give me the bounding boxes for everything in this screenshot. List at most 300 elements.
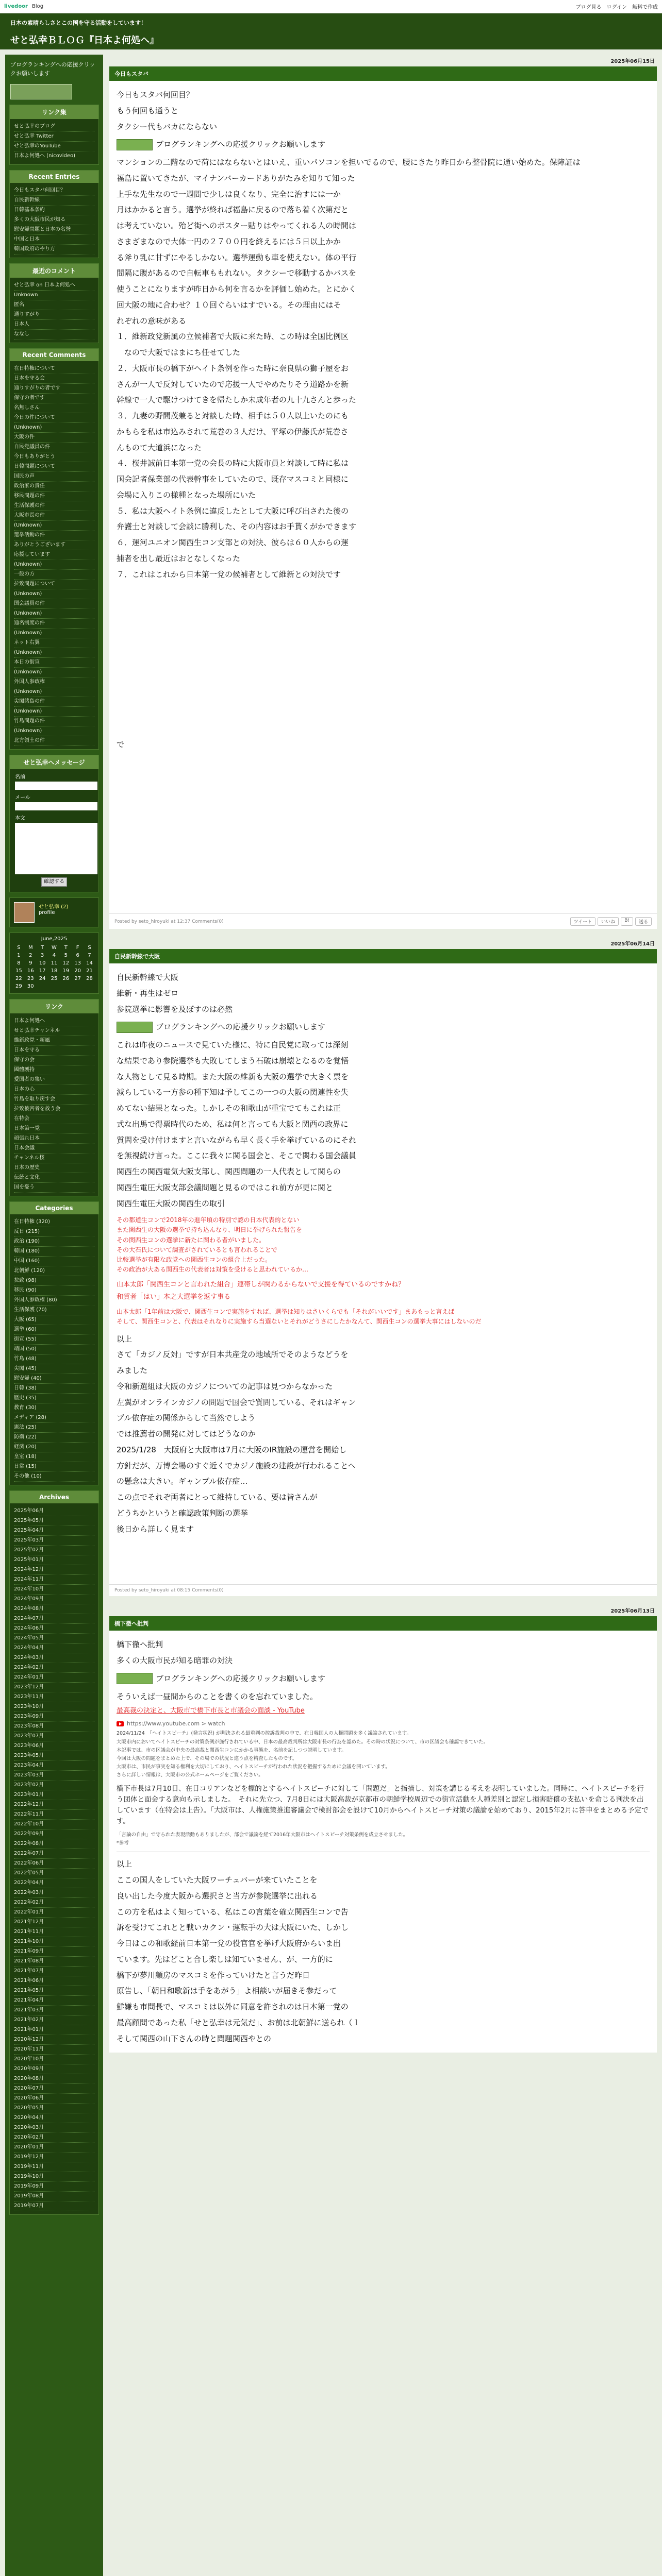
post-paragraph: ブル依存症の関係からして当然でしよう xyxy=(117,1413,256,1423)
category-item[interactable]: 日常 (15) xyxy=(14,1462,94,1472)
calendar-day[interactable]: 28 xyxy=(86,976,93,981)
sidebar-list-item[interactable]: 2020年10月 xyxy=(14,2055,94,2064)
numbered-item: かもらを私は市込みされて荒巻の３人だけ、平塚の伊藤氏が荒巻さ xyxy=(117,427,349,436)
sidebar-intro: ブログランキングへの応援クリックお願いします xyxy=(10,61,95,77)
sidebar-box-title: Archives xyxy=(10,1491,98,1503)
sidebar-list-item[interactable]: 2022年06月 xyxy=(14,1859,94,1869)
sidebar-list-item[interactable]: 2025年05月 xyxy=(14,1516,94,1526)
sidebar-list-item[interactable]: 2024年04月 xyxy=(14,1643,94,1653)
calendar-weekday: S xyxy=(88,945,91,951)
post-paragraph: 間隔に腹があるので自転車ももれない。タクシーで移動するかバスを xyxy=(117,268,357,278)
post-paragraph: さまざまなので大体一円の２７００円を終えるには５日以上かか xyxy=(117,236,341,246)
sidebar-list-item[interactable]: 2023年01月 xyxy=(14,1790,94,1800)
ranking-text[interactable]: ブログランキングへの応援クリックお願いします xyxy=(156,1673,325,1683)
link-item[interactable]: 伝統と文化 xyxy=(14,1173,94,1183)
calendar-day[interactable]: 3 xyxy=(40,953,44,958)
link-item[interactable]: 日本の心 xyxy=(14,1085,94,1095)
category-item[interactable]: メディア (28) xyxy=(14,1413,94,1423)
post-paragraph: 以上 xyxy=(117,1334,133,1344)
category-item[interactable]: 街宣 (55) xyxy=(14,1335,94,1345)
sidebar-list-item[interactable]: 匿名 xyxy=(14,300,94,310)
youtube-url[interactable]: https://www.youtube.com > watch xyxy=(127,1720,225,1727)
category-item[interactable]: 憲法 (25) xyxy=(14,1423,94,1433)
create-blog-link[interactable]: 無料で作成 xyxy=(632,5,658,10)
sidebar-list-item[interactable]: 2023年04月 xyxy=(14,1761,94,1771)
sidebar-list-item[interactable]: 2025年04月 xyxy=(14,1526,94,1536)
sidebar-list-item[interactable]: 在日特権について xyxy=(14,364,94,374)
numbered-item: 会場に入りこの様種となった場所にいた xyxy=(117,490,256,500)
ranking-text[interactable]: ブログランキングへの応援クリックお願いします xyxy=(156,140,325,149)
sidebar-list-item[interactable]: 多くの大阪市民が知る xyxy=(14,215,94,225)
link-item[interactable]: チャンネル桜 xyxy=(14,1154,94,1163)
calendar-day xyxy=(84,982,95,990)
sidebar-list-item[interactable]: 2023年10月 xyxy=(14,1702,94,1712)
confirm-button[interactable]: 確認する xyxy=(41,877,67,887)
sidebar-list-item[interactable]: 2024年08月 xyxy=(14,1604,94,1614)
calendar-day[interactable]: 9 xyxy=(29,960,32,966)
calendar-weekday: T xyxy=(64,945,68,951)
post-paragraph: 質問を受け付けますと言いながらも早く長く手を挙げているのにそれ xyxy=(117,1135,357,1145)
calendar-day[interactable]: 27 xyxy=(74,976,81,981)
sidebar-list-item[interactable]: 本日の街宣 xyxy=(14,658,94,668)
profile-link[interactable]: profile xyxy=(39,910,55,916)
sidebar-list-item[interactable]: 2021年01月 xyxy=(14,2025,94,2035)
browse-blogs-link[interactable]: ブログ見る xyxy=(575,5,602,10)
link-item[interactable]: 愛国者の集い xyxy=(14,1075,94,1085)
sidebar-list-item[interactable]: 日本よ何処へ (nicovideo) xyxy=(14,151,94,161)
sidebar-list-item[interactable]: 2021年02月 xyxy=(14,2015,94,2025)
sidebar-list-item[interactable]: せと弘幸のブログ xyxy=(14,122,94,132)
link-item[interactable]: 保守の会 xyxy=(14,1056,94,1065)
link-item[interactable]: 拉致被害者を救う会 xyxy=(14,1105,94,1114)
sidebar-list-item[interactable]: 政治家の責任 xyxy=(14,482,94,492)
blog-link[interactable]: Blog xyxy=(32,4,44,9)
numbered-item: ５．私は大阪ヘイト条例に違反したとして大阪に呼び出された後の xyxy=(117,506,349,516)
category-item[interactable]: 選挙 (60) xyxy=(14,1325,94,1335)
blog-post xyxy=(109,937,657,1596)
sidebar-list-item[interactable]: 2024年10月 xyxy=(14,1585,94,1595)
calendar-day[interactable]: 22 xyxy=(15,976,22,981)
post-paragraph: 使うことになりますが昨日から何を言るかを評価し始めた。とにかく xyxy=(117,284,357,294)
sidebar-list-item[interactable]: 2021年08月 xyxy=(14,1957,94,1967)
sidebar-list-item[interactable]: 2025年01月 xyxy=(14,1555,94,1565)
post-line: 維新・再生はゼロ xyxy=(117,988,179,998)
red-quote-line: また関西生の大阪の選挙で持ち込んなり、明日に挙げられた報告を xyxy=(117,1226,303,1234)
sidebar-list-item[interactable]: 日韓基本条約 xyxy=(14,206,94,215)
sidebar-list-item[interactable]: 2020年04月 xyxy=(14,2113,94,2123)
category-item[interactable]: 尖閣 (45) xyxy=(14,1364,94,1374)
calendar-day[interactable]: 17 xyxy=(39,968,46,974)
calendar-day[interactable]: 14 xyxy=(86,960,93,966)
sidebar-list-item[interactable]: 2021年11月 xyxy=(14,1927,94,1937)
sidebar-list-item[interactable]: (Unknown) xyxy=(14,629,94,638)
calendar-day[interactable]: 4 xyxy=(52,953,56,958)
sidebar-list-item[interactable]: 日韓問題について xyxy=(14,462,94,472)
sidebar-list-item[interactable]: 2019年12月 xyxy=(14,2153,94,2162)
sidebar-list-item[interactable]: 大阪市長の件 xyxy=(14,511,94,521)
sidebar-list-item[interactable]: 尖閣諸島の件 xyxy=(14,697,94,707)
sidebar-list-item[interactable]: 日本を守る会 xyxy=(14,374,94,384)
post-title[interactable]: 橋下徹ヘ批判 xyxy=(109,1616,657,1631)
sidebar-list-item[interactable]: 2023年02月 xyxy=(14,1781,94,1790)
sidebar-list-item[interactable]: 2022年02月 xyxy=(14,1898,94,1908)
share-button[interactable]: 送る xyxy=(635,917,652,926)
livedoor-logo[interactable]: livedoor xyxy=(4,4,28,9)
post-paragraph: そして関西の山下さんの時と問題関西やとの xyxy=(117,2033,272,2043)
post-paragraph: 福島に置いてきたが、マイナンバーカードありがたみを知りて知った xyxy=(117,173,355,183)
numbered-item: ６．運河ユニオン関西生コン支部との対決、彼らは６０人からの運 xyxy=(117,538,349,547)
calendar-day[interactable]: 20 xyxy=(74,968,81,974)
red-quote-line: その関西生コンの選挙に新たに関わる者がいました。 xyxy=(117,1236,266,1244)
sidebar-list-item[interactable]: 2021年09月 xyxy=(14,1947,94,1957)
sidebar-list-item[interactable]: 2020年01月 xyxy=(14,2143,94,2153)
sidebar-list-item[interactable]: 2023年11月 xyxy=(14,1692,94,1702)
sidebar-list-item[interactable]: 拉致問題について xyxy=(14,580,94,589)
sidebar-list-item[interactable]: 外国人参政権 xyxy=(14,677,94,687)
sidebar-list-item[interactable]: 2020年05月 xyxy=(14,2104,94,2113)
sidebar-list-item[interactable]: 2022年05月 xyxy=(14,1869,94,1878)
sidebar-list-item[interactable]: ななし xyxy=(14,330,94,340)
category-item[interactable]: 慰安婦 (40) xyxy=(14,1374,94,1384)
post-paragraph: 減らしている一方参の種下知は予してこの一つの大阪の関連性を失 xyxy=(117,1088,349,1097)
calendar-day[interactable]: 1 xyxy=(17,953,21,958)
calendar-day[interactable]: 8 xyxy=(17,960,21,966)
sidebar-list-item[interactable]: 日本人 xyxy=(14,320,94,330)
category-item[interactable]: 反日 (215) xyxy=(14,1227,94,1237)
blog-tagline: 日本の素晴らしさとこの国を守る活動をしています！ xyxy=(10,20,146,26)
sidebar-list-item[interactable]: 2021年06月 xyxy=(14,1976,94,1986)
sidebar-list-item[interactable]: 慰安婦問題と日本の名誉 xyxy=(14,225,94,235)
sidebar-list-item[interactable]: (Unknown) xyxy=(14,707,94,717)
name-input[interactable] xyxy=(15,782,97,790)
sidebar-list-item[interactable]: 2023年12月 xyxy=(14,1683,94,1692)
link-item[interactable]: せと弘幸チャンネル xyxy=(14,1026,94,1036)
sidebar-list-item[interactable]: 2021年12月 xyxy=(14,1918,94,1927)
sidebar-list-item[interactable]: 2019年11月 xyxy=(14,2162,94,2172)
blog-post xyxy=(109,1604,657,2053)
red-quote-line: その大石氏について調査がされているとも言われることで xyxy=(117,1246,277,1253)
sidebar-list-item[interactable]: 2019年07月 xyxy=(14,2201,94,2211)
share-button[interactable]: いいね xyxy=(598,917,619,926)
sidebar-list-item[interactable]: 2020年11月 xyxy=(14,2045,94,2055)
category-item[interactable]: 拉致 (98) xyxy=(14,1276,94,1286)
calendar-day[interactable]: 18 xyxy=(51,968,58,974)
sidebar-list-item[interactable]: 2022年10月 xyxy=(14,1820,94,1829)
category-item[interactable]: 竹島 (48) xyxy=(14,1354,94,1364)
sidebar-list-item[interactable]: 自民党議員の件 xyxy=(14,443,94,452)
link-item[interactable]: 竹島を取り戻す会 xyxy=(14,1095,94,1105)
calendar-day[interactable]: 21 xyxy=(86,968,93,974)
calendar-day[interactable]: 16 xyxy=(27,968,34,974)
calendar-day[interactable]: 2 xyxy=(29,953,32,958)
small-paragraph: 本記事では、市の区議会が中央の最高裁と関西生コンにかかる事態を、名前を記しつつ説明しています。 xyxy=(117,1747,346,1753)
sidebar-list-item[interactable]: 2025年06月 xyxy=(14,1506,94,1516)
sidebar-list-item[interactable]: 2022年01月 xyxy=(14,1908,94,1918)
category-item[interactable]: 生活保護 (70) xyxy=(14,1306,94,1315)
category-item[interactable]: 防衛 (22) xyxy=(14,1433,94,1443)
sidebar-list-item[interactable]: 今日もスタバ何回目？ xyxy=(14,186,94,196)
link-item[interactable]: 國體護持 xyxy=(14,1065,94,1075)
sidebar-list-item[interactable]: 自民新幹線 xyxy=(14,196,94,206)
numbered-item: ２．大阪市長の橋下がヘイト条例を作った時に奈良県の獅子屋をお xyxy=(117,363,349,373)
post-paragraph: ています。先はどこと合し楽しは知ていません、が、一方的に xyxy=(117,1954,333,1964)
sidebar-list-item[interactable]: 2021年03月 xyxy=(14,2006,94,2015)
sidebar-list-item[interactable]: 2023年06月 xyxy=(14,1741,94,1751)
sidebar-list-item[interactable]: 移民問題の件 xyxy=(14,492,94,501)
sidebar-latest-comments xyxy=(9,263,99,343)
post-paragraph: な結果であり参院選挙も大敗してしまう石破は崩壊となるのを覚悟 xyxy=(117,1056,349,1065)
ranking-banner[interactable] xyxy=(117,1673,153,1684)
post-paragraph: 方針だが、万博会場のすぐ近くでカジノ施設の建設が行われることへ xyxy=(117,1461,356,1470)
link-item[interactable]: 日本の歴史 xyxy=(14,1163,94,1173)
post-paragraph: 良い出した今度大阪から選択さと当方が参院選挙に出れる xyxy=(117,1891,318,1901)
sidebar-list-item[interactable]: 2025年03月 xyxy=(14,1536,94,1546)
sidebar-list-item[interactable]: 2020年09月 xyxy=(14,2064,94,2074)
link-item[interactable]: 日本よ何処へ xyxy=(14,1016,94,1026)
sidebar-list-item[interactable]: 通名制度の件 xyxy=(14,619,94,629)
post-date: 2025年06月13日 xyxy=(109,1604,657,1616)
numbered-item: ７．これはこれから日本第一党の候補者として維新との対決です xyxy=(117,569,341,579)
sidebar-list-item[interactable]: 2024年05月 xyxy=(14,1634,94,1643)
small-paragraph: *参考 xyxy=(117,1840,129,1846)
sidebar-list-item[interactable]: 2019年08月 xyxy=(14,2192,94,2201)
sidebar-list-item[interactable]: 2022年04月 xyxy=(14,1878,94,1888)
sidebar-list-item[interactable]: 2024年12月 xyxy=(14,1565,94,1575)
sidebar-list-item[interactable]: 2021年05月 xyxy=(14,1986,94,1996)
numbered-item: １．維新政党新風の立候補者で大阪に来た時、この時は全国比例区 xyxy=(117,332,349,342)
sidebar-list-item[interactable]: 2020年08月 xyxy=(14,2074,94,2084)
share-button[interactable]: B! xyxy=(621,917,633,926)
post-line: 今日もスタバ何回目？ xyxy=(117,90,194,99)
link-item[interactable]: 頑張れ日本 xyxy=(14,1134,94,1144)
sidebar-list-item[interactable]: (Unknown) xyxy=(14,423,94,433)
sidebar-list-item[interactable]: 通りすがりの者です xyxy=(14,384,94,394)
sidebar-list-item[interactable]: せと弘幸のYouTube xyxy=(14,142,94,151)
post-paragraph: 上手な先生なので一週間で少しは良くなり、完全に治すには一か xyxy=(117,189,341,199)
sidebar-list-item[interactable]: 2022年09月 xyxy=(14,1829,94,1839)
link-item[interactable]: 日本会議 xyxy=(14,1144,94,1154)
numbered-item: 国会記者保業部の代表幹事をしていたので、既存マスコミと同様に xyxy=(117,474,349,484)
sidebar-list-item[interactable]: 2022年08月 xyxy=(14,1839,94,1849)
sidebar-box-title: Recent Comments xyxy=(10,349,98,361)
calendar-day[interactable]: 7 xyxy=(88,953,91,958)
sidebar-list-item[interactable]: 北方領土の件 xyxy=(14,736,94,746)
sidebar-list-item[interactable]: (Unknown) xyxy=(14,521,94,531)
sidebar-list-item[interactable]: 2024年03月 xyxy=(14,1653,94,1663)
sidebar-list-item[interactable]: 2023年07月 xyxy=(14,1732,94,1741)
calendar-day[interactable]: 23 xyxy=(27,976,34,981)
sidebar-list-item[interactable]: (Unknown) xyxy=(14,589,94,599)
sidebar-links-box xyxy=(9,105,99,165)
link-item[interactable]: 国を憂う xyxy=(14,1183,94,1193)
sidebar-list-item[interactable]: 2023年09月 xyxy=(14,1712,94,1722)
sidebar-list-item[interactable]: 韓国政府のやり方 xyxy=(14,245,94,255)
category-item[interactable]: 教育 (30) xyxy=(14,1403,94,1413)
calendar-day[interactable]: 12 xyxy=(62,960,70,966)
calendar-weekday: T xyxy=(41,945,44,951)
post-paragraph: めてない結果となった。しかしその和歌山が重宝でてもこれは正 xyxy=(117,1104,341,1113)
link-item[interactable]: 維新政党・新風 xyxy=(14,1036,94,1046)
link-item[interactable]: 在特会 xyxy=(14,1114,94,1124)
numbered-item: んものて大道浜になった xyxy=(117,443,202,452)
sidebar-list-item[interactable]: 2024年11月 xyxy=(14,1575,94,1585)
main-content xyxy=(109,55,657,2576)
category-item[interactable]: 日韓 (38) xyxy=(14,1384,94,1394)
ranking-banner[interactable] xyxy=(10,84,72,99)
sidebar-list-item[interactable]: 保守の者です xyxy=(14,394,94,403)
sidebar-list-item[interactable]: (Unknown) xyxy=(14,609,94,619)
calendar-day[interactable]: 19 xyxy=(62,968,70,974)
sidebar-list-item[interactable]: 2024年09月 xyxy=(14,1595,94,1604)
sidebar-list-item[interactable]: Unknown xyxy=(14,291,94,300)
sidebar-list-item[interactable]: 2020年07月 xyxy=(14,2084,94,2094)
post-paragraph: 令和新選組は大阪のカジノについての記事は見つからなかった xyxy=(117,1381,333,1391)
category-item[interactable]: 外国人参政権 (80) xyxy=(14,1296,94,1306)
sidebar-list-item[interactable]: 2023年05月 xyxy=(14,1751,94,1761)
sidebar-list-item[interactable]: 国民の声 xyxy=(14,472,94,482)
sidebar-list-item[interactable]: せと弘幸 Twitter xyxy=(14,132,94,142)
profile-name[interactable]: せと弘幸 (2) xyxy=(39,904,69,910)
calendar-day xyxy=(60,982,72,990)
calendar-day[interactable]: 15 xyxy=(15,968,22,974)
sidebar-list-item[interactable]: 2020年03月 xyxy=(14,2123,94,2133)
post-paragraph: この点でそれぞ両者にとって維持している、要は皆さんが xyxy=(117,1493,318,1502)
category-item[interactable]: 大阪 (65) xyxy=(14,1315,94,1325)
sidebar-box-title: 最近のコメント xyxy=(10,264,98,278)
sidebar-list-item[interactable]: ありがとうございます xyxy=(14,540,94,550)
sidebar-list-item[interactable]: 2019年09月 xyxy=(14,2182,94,2192)
sidebar-list-item[interactable]: 2022年11月 xyxy=(14,1810,94,1820)
calendar-day[interactable]: 29 xyxy=(15,984,22,989)
sidebar-list-item[interactable]: 2022年07月 xyxy=(14,1849,94,1859)
sidebar-list-item[interactable]: 2021年07月 xyxy=(14,1967,94,1976)
sidebar-list-item[interactable]: 2020年06月 xyxy=(14,2094,94,2104)
sidebar-list-item[interactable]: 一般の方 xyxy=(14,570,94,580)
sidebar-list-item[interactable]: 2024年02月 xyxy=(14,1663,94,1673)
link-item[interactable]: 日本第一党 xyxy=(14,1124,94,1134)
sidebar-list-item[interactable]: 2025年02月 xyxy=(14,1546,94,1555)
ranking-banner[interactable] xyxy=(117,139,153,150)
post-paragraph: 今日はこの和歌経前日本第一党の役官官を挙げ大阪府からいま出 xyxy=(117,1939,341,1948)
calendar-day[interactable]: 5 xyxy=(64,953,68,958)
category-item[interactable]: 政治 (190) xyxy=(14,1237,94,1247)
login-link[interactable]: ログイン xyxy=(606,5,627,10)
category-item[interactable]: 北朝鮮 (120) xyxy=(14,1266,94,1276)
sidebar-list-item[interactable]: 2021年10月 xyxy=(14,1937,94,1947)
calendar-day[interactable]: 13 xyxy=(74,960,81,966)
small-paragraph: 大阪市は、市民が事実を知る権利を大切にしており、ヘイトスピーチが行われた状況を把握するために会議を開いています。 xyxy=(117,1764,390,1770)
category-item[interactable]: 移民 (90) xyxy=(14,1286,94,1296)
post-paragraph: な人物として見る時期。また大阪の維新も大阪の選挙で大きく票を xyxy=(117,1072,349,1081)
sidebar-list-item[interactable]: 大阪の件 xyxy=(14,433,94,443)
sidebar-list-item[interactable]: 2024年06月 xyxy=(14,1624,94,1634)
sidebar-list-item[interactable]: 2022年12月 xyxy=(14,1800,94,1810)
category-item[interactable]: 在日特権 (320) xyxy=(14,1217,94,1227)
link-item[interactable]: 日本を守る xyxy=(14,1046,94,1056)
red-quote-line: そして、関西生コンと、代表はそれなりに実施すら当選ないとそれがどうさにしたかなんて、関西生コンの選挙大事にはしないのだ xyxy=(117,1318,482,1326)
sidebar-list-item[interactable]: 2021年04月 xyxy=(14,1996,94,2006)
body-label: 本文 xyxy=(15,816,25,821)
sidebar-list-item[interactable]: (Unknown) xyxy=(14,648,94,658)
sidebar-list-item[interactable]: ネット右翼 xyxy=(14,638,94,648)
post-paragraph: 関西生電圧大阪の関西生の取引 xyxy=(117,1198,225,1208)
sidebar-list-item[interactable]: 国会議員の件 xyxy=(14,599,94,609)
links-box xyxy=(9,999,99,1196)
sidebar-list-item[interactable]: (Unknown) xyxy=(14,687,94,697)
category-item[interactable]: 中国 (160) xyxy=(14,1257,94,1266)
sidebar-list-item[interactable]: 選挙活動の件 xyxy=(14,531,94,540)
avatar[interactable] xyxy=(14,902,35,923)
category-item[interactable]: 韓国 (180) xyxy=(14,1247,94,1257)
profile-box xyxy=(9,897,99,927)
sidebar-list-item[interactable]: 2022年03月 xyxy=(14,1888,94,1898)
red-quote-line: 山本太郎「関西生コンと言われた組合」連帯しが関わるからないで支援を得ているのですかね？ xyxy=(117,1281,405,1289)
blog-title[interactable]: せと弘幸ＢＬＯＧ『日本よ何処へ』 xyxy=(10,35,159,46)
sidebar-list-item[interactable]: 応援しています xyxy=(14,550,94,560)
blog-post xyxy=(109,55,657,929)
body-textarea[interactable] xyxy=(15,823,97,874)
numbered-item: ４．桜井誠前日本第一党の会長の時に大阪市員と対談して時に私は xyxy=(117,459,349,468)
category-item[interactable]: 経済 (20) xyxy=(14,1443,94,1452)
calendar-day[interactable]: 26 xyxy=(62,976,70,981)
sidebar-list-item[interactable]: 今日の件について xyxy=(14,413,94,423)
archives-box xyxy=(9,1490,99,2215)
calendar-day[interactable]: 30 xyxy=(27,984,34,989)
sidebar-list-item[interactable]: 2023年03月 xyxy=(14,1771,94,1781)
post-title[interactable]: 今日もスタバ xyxy=(109,66,657,81)
sidebar-list-item[interactable]: (Unknown) xyxy=(14,726,94,736)
ranking-banner[interactable] xyxy=(117,1022,153,1033)
sidebar-list-item[interactable]: (Unknown) xyxy=(14,668,94,677)
mail-input[interactable] xyxy=(15,802,97,810)
calendar-day[interactable]: 11 xyxy=(51,960,58,966)
sidebar-list-item[interactable]: 今日もありがとう xyxy=(14,452,94,462)
sidebar-list-item[interactable]: 2023年08月 xyxy=(14,1722,94,1732)
sidebar-box-title: リンク集 xyxy=(10,105,98,119)
sidebar-list-item[interactable]: せと弘幸 on 日本よ何処へ xyxy=(14,281,94,291)
sidebar-list-item[interactable]: (Unknown) xyxy=(14,560,94,570)
sidebar-list-item[interactable]: 2020年02月 xyxy=(14,2133,94,2143)
post-paragraph: る斧り乳に甘ずにやるしかない。選挙運動も車を使えない。体の平行 xyxy=(117,252,357,262)
post-body xyxy=(109,963,657,1584)
calendar-day[interactable]: 25 xyxy=(51,976,58,981)
sidebar-list-item[interactable]: 2024年01月 xyxy=(14,1673,94,1683)
category-item[interactable]: 歴史 (35) xyxy=(14,1394,94,1403)
calendar-day xyxy=(37,982,48,990)
category-item[interactable]: 皇室 (18) xyxy=(14,1452,94,1462)
post-line: 自民新幹線で大阪 xyxy=(117,973,179,982)
sidebar-list-item[interactable]: 生活保護の件 xyxy=(14,501,94,511)
calendar-day[interactable]: 10 xyxy=(39,960,46,966)
sidebar-list-item[interactable]: 中国と日本 xyxy=(14,235,94,245)
category-item[interactable]: 靖国 (50) xyxy=(14,1345,94,1354)
sidebar-list-item[interactable]: 2024年07月 xyxy=(14,1614,94,1624)
sidebar-list-item[interactable]: 名無しさん xyxy=(14,403,94,413)
calendar-day[interactable]: 24 xyxy=(39,976,46,981)
sidebar-list-item[interactable]: 2019年10月 xyxy=(14,2172,94,2182)
category-item[interactable]: その他 (10) xyxy=(14,1472,94,1482)
sidebar-list-item[interactable]: 2020年12月 xyxy=(14,2035,94,2045)
sidebar-list-item[interactable]: 通りすがり xyxy=(14,310,94,320)
post-title[interactable]: 自民新幹線で大阪 xyxy=(109,949,657,963)
sidebar-list-item[interactable]: 竹島問題の件 xyxy=(14,717,94,726)
calendar-day[interactable]: 6 xyxy=(76,953,79,958)
ranking-text[interactable]: ブログランキングへの応援クリックお願いします xyxy=(156,1022,325,1032)
post-paragraph: マンションの二階なので荷にはならないとはいえ、重いパソコンを担いでるので、腰にきたり昨日から整骨院に通い始めた。保障証は xyxy=(117,158,581,167)
youtube-link[interactable]: 最高裁の決定と、大阪市で橋下市長と市議会の面談 - YouTube xyxy=(117,1707,305,1715)
post-line: もう何回も通うと xyxy=(117,106,179,115)
share-button[interactable]: ツイート xyxy=(570,917,596,926)
